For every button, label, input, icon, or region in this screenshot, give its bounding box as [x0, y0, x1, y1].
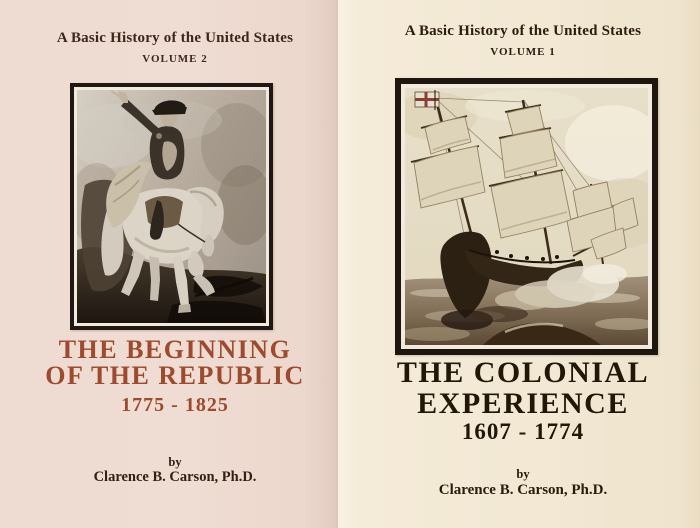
by-label: by	[516, 467, 530, 481]
title-line-1: THE BEGINNING	[58, 335, 292, 364]
right-cover-volume-1	[338, 0, 700, 528]
book-title	[282, 357, 700, 419]
series-title: A Basic History of the United States	[404, 23, 642, 39]
cover-image-frame	[70, 83, 273, 330]
years-range: 1775 - 1825	[121, 394, 229, 416]
author-name: Clarence B. Carson, Ph.D.	[438, 482, 608, 498]
title-line-2: EXPERIENCE	[417, 387, 629, 420]
title-line-2: OF THE REPUBLIC	[45, 361, 305, 390]
title-line-1: THE COLONIAL	[396, 356, 650, 389]
author-name: Clarence B. Carson, Ph.D.	[93, 469, 257, 485]
by-label: by	[168, 455, 182, 469]
series-title: A Basic History of the United States	[56, 30, 294, 46]
volume-label: VOLUME 1	[490, 46, 556, 58]
washington-horseback-image	[77, 90, 266, 323]
volume-label: VOLUME 2	[142, 53, 208, 65]
cover-image-frame	[395, 78, 658, 355]
years-range: 1607 - 1774	[461, 419, 585, 444]
left-cover-volume-2	[0, 0, 338, 528]
colonial-ship-image	[405, 88, 648, 345]
